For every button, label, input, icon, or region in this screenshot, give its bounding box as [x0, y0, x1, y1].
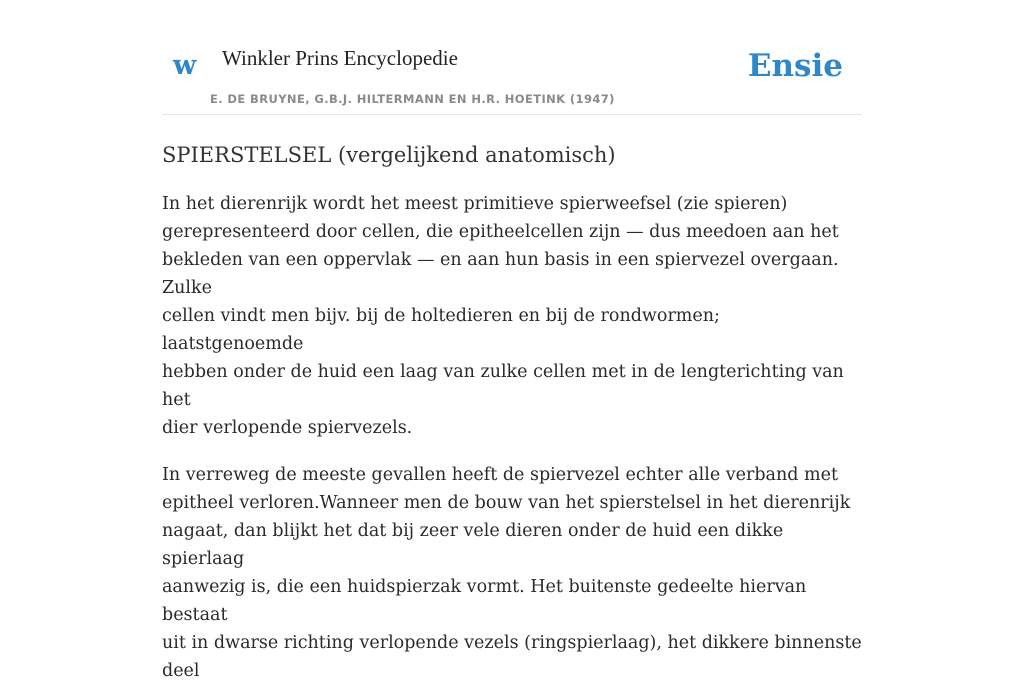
- article-paragraph: In verreweg de meeste gevallen heeft de spiervezel echter alle verband met epitheel verloren.Wanneer men de bouw van het spierstelsel in het dierenrijk nagaat, dan blijkt het dat bij zeer vele dieren onder de huid een dikke spierlaag aanwezig is, die een huidspierzak vormt. Het buitenste gedeelte hiervan bestaat uit in dwarse richting verlopende vezels (ringspierlaag), het dikkere binnenste deel: [162, 465, 862, 681]
- publication-authors: E. DE BRUYNE, G.B.J. HILTERMANN EN H.R. HOETINK (1947): [210, 92, 615, 106]
- site-header: [162, 0, 862, 115]
- publication-title[interactable]: Winkler Prins Encyclopedie: [222, 46, 458, 70]
- winkler-prins-logo[interactable]: w: [173, 50, 197, 81]
- page: [162, 0, 862, 685]
- article-paragraph: In het dierenrijk wordt het meest primitieve spierweefsel (zie spieren) gerepresenteerd door cellen, die epitheelcellen zijn — dus meedoen aan het bekleden van een oppervlak — en aan hun basis in een spiervezel overgaan. Zulke cellen vindt men bijv. bij de holtedieren en bij de rondwormen; laatstgenoemde hebben onder de huid een laag van zulke cellen met in de lengterichting van het dier verlopende spiervezels.: [162, 194, 844, 438]
- article-body: [162, 190, 862, 685]
- article-title: SPIERSTELSEL (vergelijkend anatomisch): [162, 143, 616, 167]
- ensie-brand-logo[interactable]: Ensie: [747, 48, 843, 84]
